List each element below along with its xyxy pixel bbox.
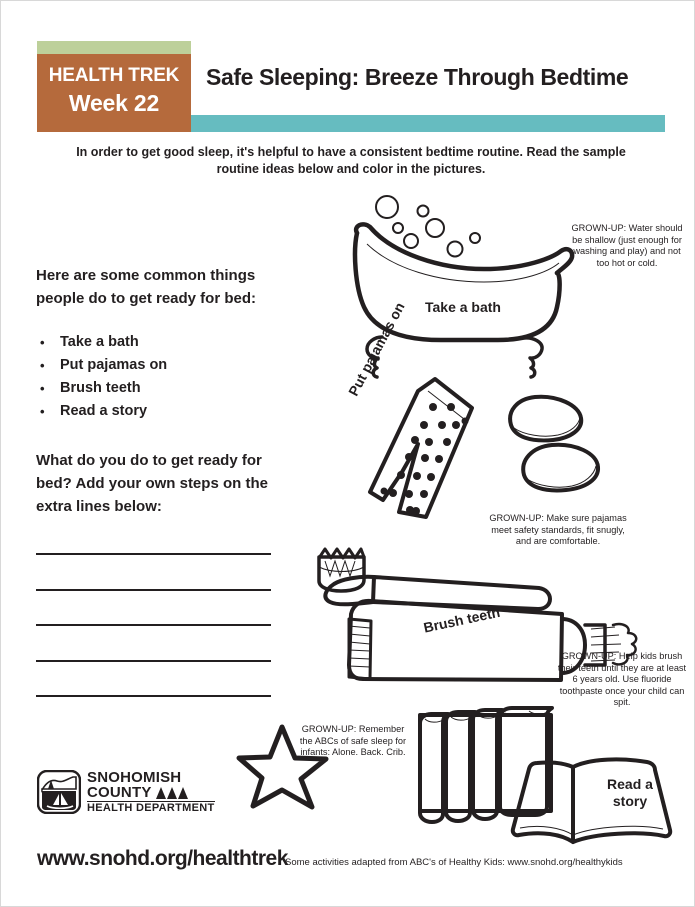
grownup-note-pajamas: GROWN-UP: Make sure pajamas meet safety standards, fit snugly, and are comfortable. [489,513,627,546]
logo-line-2 [87,785,215,800]
write-line[interactable] [36,589,271,591]
slippers-icon [510,397,598,491]
write-line[interactable] [36,695,271,697]
logo-line-2-text: COUNTY [87,784,152,801]
header-teal-bar [191,115,665,132]
county-seal-icon [37,770,81,814]
grownup-note-bath: GROWN-UP: Water should be shallow (just enough for washing and play) and not too hot or cold. [571,223,683,268]
grownup-note-teeth: GROWN-UP: Help kids brush their teeth until they are at least 6 years old. Use fluoride toothpaste once your child can spit. [557,651,687,707]
books-icon [420,708,552,822]
routine-bullet-list [36,331,298,423]
illustration-label-teeth: Brush teeth [422,603,502,636]
list-item: • Take a bath [36,331,298,354]
logo-line-1: SNOHOMISH [87,769,182,786]
trees-icon [155,786,189,800]
footer-note: Some activities adapted from ABC's of Healthy Kids: www.snohd.org/healthykids [285,857,623,868]
list-item: • Brush teeth [36,377,298,400]
illustration-label-read: Read a story [607,776,653,809]
illustration-label-pajamas: Put pajamas on [345,299,408,399]
write-line[interactable] [36,553,271,555]
write-line[interactable] [36,660,271,662]
brand-title: HEALTH TREK [48,65,180,86]
pajamas-icon [370,379,472,517]
footer-url[interactable]: www.snohd.org/healthtrek [37,847,288,870]
page-title: Safe Sleeping: Breeze Through Bedtime [206,64,629,90]
left-prompt: What do you do to get ready for bed? Add your own steps on the extra lines below: [36,452,268,515]
intro-text: In order to get good sleep, it's helpful to have a consistent bedtime routine. Read the sample routine ideas below and color in the pictures. [76,145,626,176]
toothbrush-icon [319,549,550,609]
list-item: • Read a story [36,400,298,423]
header-brand-block [37,54,191,132]
header-green-band [37,41,191,54]
write-line[interactable] [36,624,271,626]
write-in-lines[interactable] [36,553,271,731]
grownup-note-star: GROWN-UP: Remember the ABCs of safe sleep for infants: Alone. Back. Crib. [299,724,407,757]
illustration-label-bath: Take a bath [425,299,501,315]
bathtub-icon [355,196,572,377]
brand-week: Week 22 [68,90,160,116]
left-heading: Here are some common things people do to get ready for bed: [36,267,257,307]
list-item: • Put pajamas on [36,354,298,377]
snohomish-county-logo [37,770,215,814]
logo-wordmark [87,770,215,814]
logo-line-3: HEALTH DEPARTMENT [87,802,215,814]
